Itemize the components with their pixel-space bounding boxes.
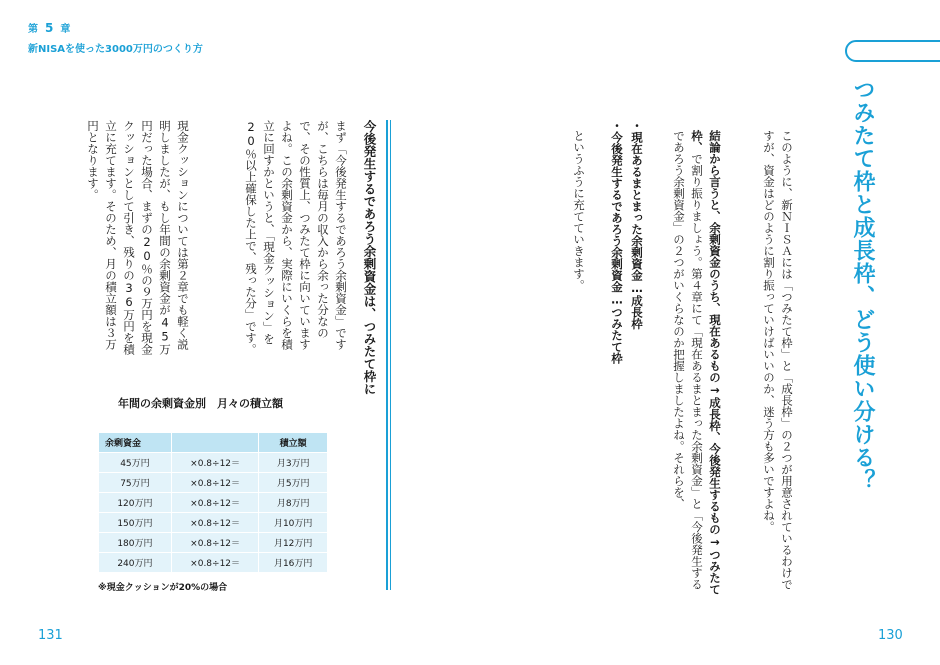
cell-formula: ×0.8÷12＝	[171, 533, 259, 553]
table-row	[99, 493, 328, 513]
right-para2-rest: で割り振りましょう。第４章にて「現在あるまとまった余剰資金」と「今後発生するであろう余剰資金」の２つがいくらなのか把握しましたよね。それらを、	[672, 130, 704, 590]
table-row	[99, 513, 328, 533]
book-subtitle: 新NISAを使った3000万円のつくり方	[28, 44, 203, 55]
table-row	[99, 473, 328, 493]
subheading-rule-right	[390, 120, 391, 590]
chapter-number: 5	[45, 21, 57, 35]
table-row	[99, 453, 328, 473]
cell-formula: ×0.8÷12＝	[171, 453, 259, 473]
page-number-right: 130	[878, 628, 903, 643]
cell-surplus: 150万円	[99, 513, 172, 533]
right-para1: このように、新ＮＩＳＡには「つみたて枠」と「成長枠」の２つが用意されているわけですが、資金はどのように割り振っていけばいいのか、迷う方も多いですよね。	[762, 130, 794, 590]
header-formula	[171, 433, 259, 453]
table-row	[99, 553, 328, 573]
table-title: 年間の余剰資金別 月々の積立額	[118, 397, 283, 410]
table-note: ※現金クッションが20%の場合	[98, 583, 228, 593]
cell-amount: 月12万円	[259, 533, 328, 553]
heading-pill-decoration	[845, 40, 940, 62]
cell-formula: ×0.8÷12＝	[171, 493, 259, 513]
right-para3: というふうに充てていきます。	[572, 130, 586, 291]
cell-surplus: 120万円	[99, 493, 172, 513]
cell-amount: 月5万円	[259, 473, 328, 493]
table-header-row	[99, 433, 328, 453]
cell-formula: ×0.8÷12＝	[171, 513, 259, 533]
section-heading: つみたて枠と成長枠、どう使い分ける？	[850, 78, 875, 492]
chapter-suffix: 章	[60, 24, 74, 35]
contribution-table	[98, 432, 328, 573]
subheading-rule-left	[386, 120, 388, 590]
cell-surplus: 45万円	[99, 453, 172, 473]
table-row	[99, 533, 328, 553]
cell-amount: 月10万円	[259, 513, 328, 533]
page-number-left: 131	[38, 628, 63, 643]
cell-amount: 月3万円	[259, 453, 328, 473]
left-subheading: 今後発生するであろう余剰資金は、つみたて枠に	[362, 120, 377, 395]
cell-surplus: 180万円	[99, 533, 172, 553]
cell-formula: ×0.8÷12＝	[171, 553, 259, 573]
cell-formula: ×0.8÷12＝	[171, 473, 259, 493]
right-para2-bold: 結論から言うと、余剰資金のうち、現在あるもの→成長枠、今後発生するもの→つみたて枠、	[690, 130, 722, 595]
chapter-prefix: 第	[28, 24, 41, 35]
left-para1: まず「今後発生するであろう余剰資金」ですが、こちらは毎月の収入から余った分なので、その性質上、つみたて枠に向いていますよね。この余剰資金から、実際にいくらを積立に回すかというと、「現金クッション」を20％以上確保した上で、残った分」です。	[244, 120, 348, 355]
cell-amount: 月16万円	[259, 553, 328, 573]
left-para2: 現金クッションについては第２章でも軽く説明しましたが、もし年間の余剰資金が45万円だった場合、まずの20％の９万円を現金クッションとして引き、残りの36万円を積立に充てます。そのため、月の積立額は３万円となります。	[86, 120, 190, 355]
header-amount: 積立額	[259, 433, 328, 453]
cell-surplus: 75万円	[99, 473, 172, 493]
chapter-label	[28, 20, 73, 35]
header-surplus: 余剰資金	[99, 433, 172, 453]
cell-amount: 月8万円	[259, 493, 328, 513]
cell-surplus: 240万円	[99, 553, 172, 573]
bullet-future-funds: ・今後発生するであろう余剰資金…つみたて枠	[610, 120, 624, 364]
bullet-current-funds: ・現在あるまとまった余剰資金…成長枠	[630, 120, 644, 330]
right-para2	[670, 130, 724, 600]
